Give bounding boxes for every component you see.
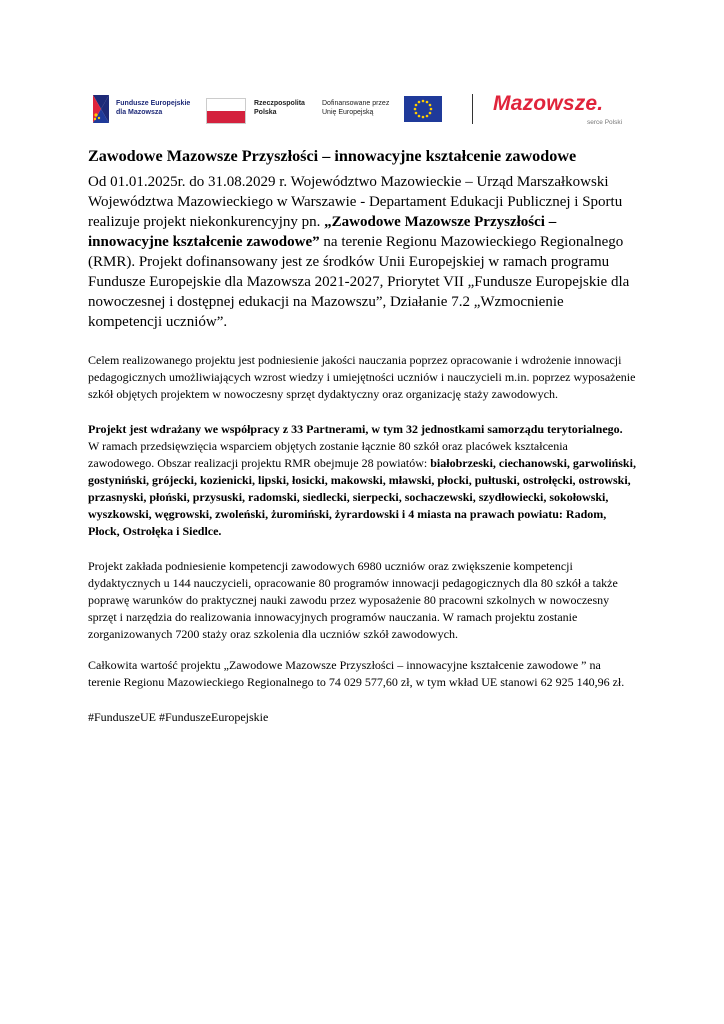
partners-paragraph: Projekt jest wdrażany we współpracy z 33 Partnerami, w tym 32 jednostkami samorządu terytorialnego. W ramach przedsięwzięcia wsparciem objętych zostanie łącznie 80 szkół oraz placówek kształcenia zawodowego. Obszar realizacji projektu RMR obejmuje 28 powiatów: białobrzeski, ciechanowski, garwoliński, gostyniński, grójecki, kozienicki, lipski, łosicki, makowski, mławski, płocki, pułtuski, ostrołęcki, ostrowski, przasnyski, płoński, przysuski, radomski, siedlecki, sierpecki, sochaczewski, szydłowiecki, sokołowski, wyszkowski, węgrowski, zwoleński, żuromiński, żyrardowski i 4 miasta na prawach powiatu: Radom, Płock, Ostrołęka i Siedlce. xyxy=(88,422,636,538)
eu-funding-label: Dofinansowane przez Unię Europejską xyxy=(322,100,390,116)
mazowsze-wordmark: Mazowsze. xyxy=(493,92,604,115)
value-paragraph: Całkowita wartość projektu „Zawodowe Mazowsze Przyszłości – innowacyjne kształcenie zawodowe ” na terenie Regionu Mazowieckiego Regionalnego to 74 029 577,60 zł, w tym wkład UE stanowi 62 925 140,96 zł. xyxy=(88,658,625,689)
document-title: Zawodowe Mazowsze Przyszłości – innowacyjne kształcenie zawodowe xyxy=(88,147,577,165)
skills-paragraph: Projekt zakłada podniesienie kompetencji zawodowych 6980 uczniów oraz zwiększenie kompetencji dydaktycznych u 144 nauczycieli, opracowanie 80 programów innowacji pedagogicznych dla 80 szkół a także poprawę warunków do praktycznej nauki zawodu przez wyposażenie 80 pracowni szkolnych w nowoczesny sprzęt i narzędzia do realizowania innowacyjnych programów nauczania. W ramach projektu zostanie zorganizowanych 7200 staży oraz szkolenia dla uczniów szkół zawodowych. xyxy=(88,559,618,641)
intro-paragraph: Od 01.01.2025r. do 31.08.2029 r. Województwo Mazowieckie – Urząd Marszałkowski Województwa Mazowieckiego w Warszawie - Departament Edukacji Publicznej i Sportu realizuje projekt niekonkurencyjny pn. „Zawodowe Mazowsze Przyszłości – innowacyjne kształcenie zawodowe” na terenie Regionu Mazowieckiego Regionalnego (RMR). Projekt dofinansowany jest ze środków Unii Europejskiej w ramach programu Fundusze Europejskie dla Mazowsza 2021-2027, Priorytet VII „Fundusze Europejskie dla nowoczesnej i dostępnej edukacji na Mazowszu”, Działanie 7.2 „Wzmocnienie kompetencji uczniów”. xyxy=(88,174,630,330)
eu-flag-icon xyxy=(404,96,442,122)
mazowsze-logo xyxy=(493,90,643,130)
hashtags: #FunduszeUE #FunduszeEuropejskie xyxy=(88,710,269,724)
logo-bar xyxy=(90,90,640,130)
polish-flag-icon xyxy=(206,98,246,124)
fundusze-europejskie-label: Fundusze Europejskie dla Mazowsza xyxy=(116,100,191,116)
project-name: „Zawodowe Mazowsze Przyszłości – innowacyjne kształcenie zawodowe” xyxy=(88,214,557,250)
goal-paragraph: Celem realizowanego projektu jest podniesienie jakości nauczania poprzez opracowanie i wdrożenie innowacji pedagogicznych umożliwiających wzrost wiedzy i umiejętności uczniów i nauczycieli m.in. poprzez wyposażenie szkół objętych projektem w nowoczesny sprzęt dydaktyczny oraz organizację staży zawodowych. xyxy=(88,353,636,401)
document-body xyxy=(88,146,636,726)
logo-divider xyxy=(472,94,473,124)
rzeczpospolita-polska-logo xyxy=(206,90,314,130)
districts-list: białobrzeski, ciechanowski, garwoliński, gostyniński, grójecki, kozienicki, lipski, łosicki, makowski, mławski, płocki, pułtuski, ostrołęcki, ostrowski, przasnyski, płoński, przysuski, radomski, siedlecki, sierpecki, sochaczewski, szydłowiecki, sokołowski, wyszkowski, węgrowski, zwoleński, żuromiński, żyrardowski i 4 miasta na prawach powiatu: Radom, Płock, Ostrołęka i Siedlce. xyxy=(88,456,636,538)
eu-funding-logo xyxy=(322,90,447,130)
mazowsze-tagline: serce Polski xyxy=(587,119,623,126)
rzeczpospolita-polska-label: Rzeczpospolita Polska xyxy=(254,100,305,116)
fundusze-europejskie-emblem-icon xyxy=(90,92,112,126)
fundusze-europejskie-logo xyxy=(90,90,195,130)
